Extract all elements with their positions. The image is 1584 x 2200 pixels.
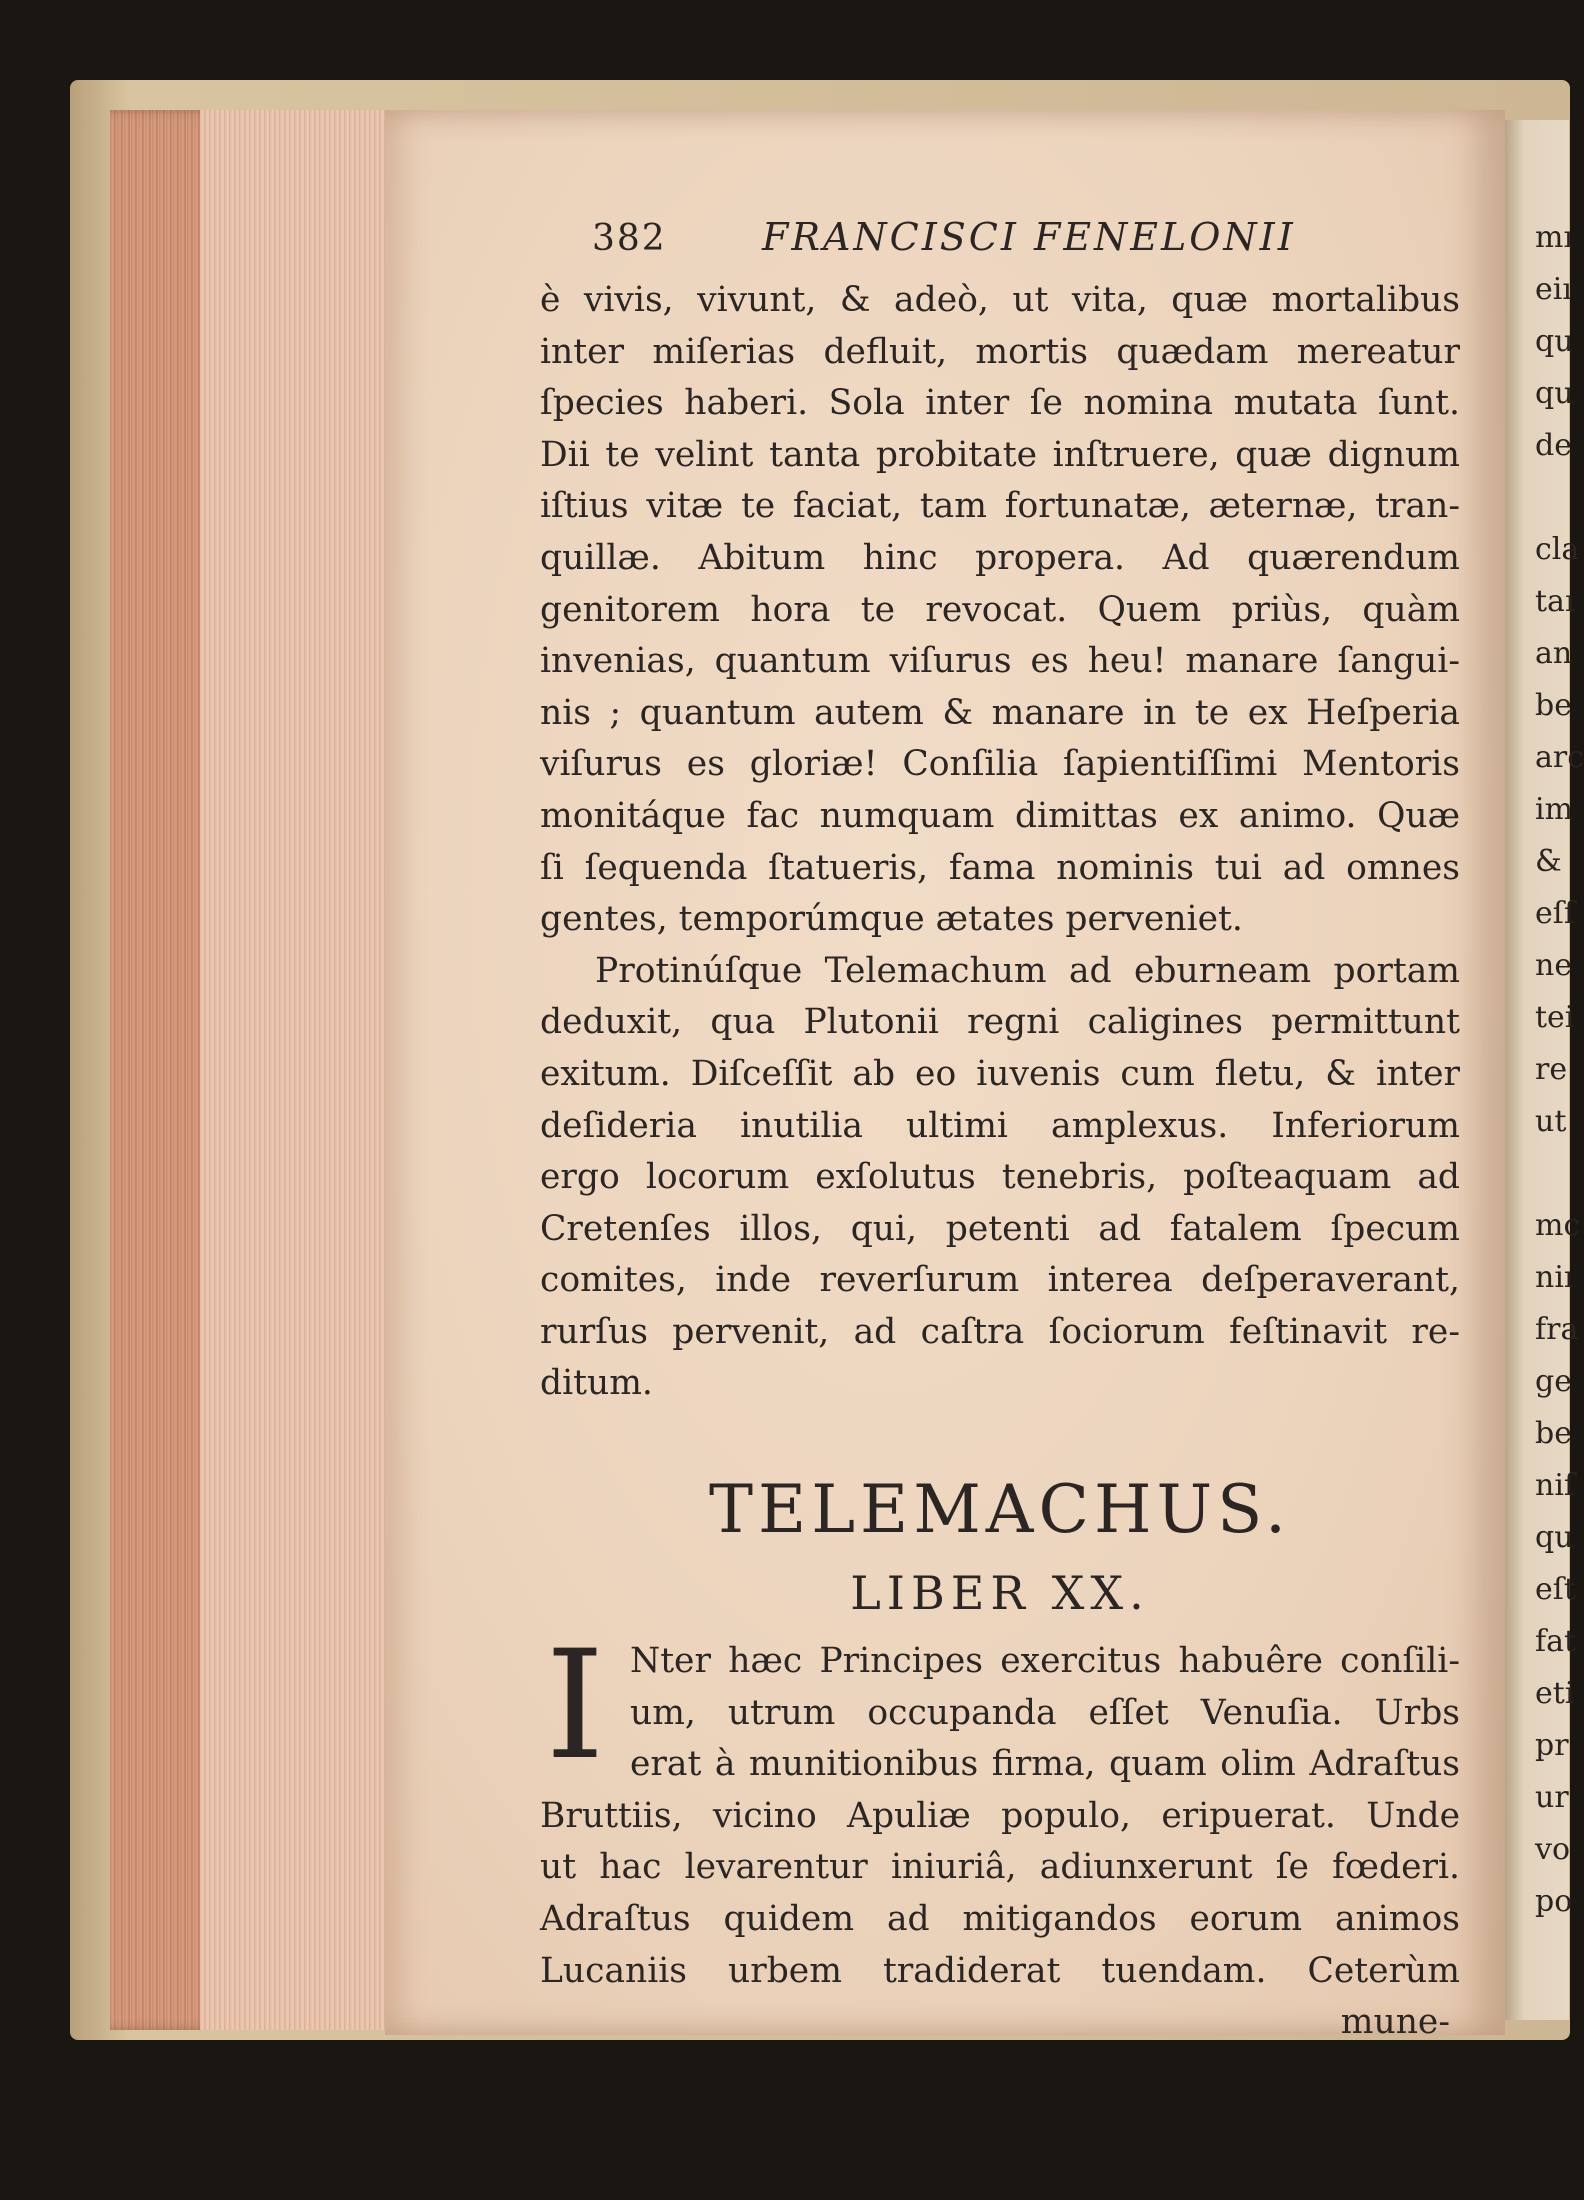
facing-page-fragment: mc — [1535, 1208, 1581, 1243]
text-line: ditum. — [540, 1363, 653, 1404]
text-line: Cretenſes illos, qui, petenti ad fatalem ſpecum — [540, 1208, 1460, 1249]
text-line: comites, inde reverſurum interea deſperaverant, — [540, 1260, 1460, 1301]
text-line: genitorem hora te revocat. Quem priùs, quàm — [540, 589, 1460, 630]
facing-page-fragment: tei — [1535, 1000, 1575, 1035]
facing-page-edge — [1505, 120, 1584, 2020]
facing-page-fragment: ur — [1535, 1780, 1569, 1815]
facing-page-fragment: ge — [1535, 1364, 1572, 1399]
text-line: Nter hæc Principes exercitus habuêre conſili- — [630, 1641, 1460, 1682]
text-line: monitáque fac numquam dimittas ex animo. Quæ — [540, 795, 1460, 836]
text-line: ſpecies haberi. Sola inter ſe nomina mutata ſunt. — [540, 383, 1460, 424]
text-line: gentes, temporúmque ætates perveniet. — [540, 899, 1243, 940]
drop-cap: I — [545, 1619, 605, 1794]
facing-page-fragment: eiı — [1535, 272, 1572, 307]
facing-page-fragment: niſ — [1535, 1468, 1576, 1503]
text-line: quillæ. Abitum hinc propera. Ad quærendum — [540, 537, 1460, 578]
facing-page-fragment: be — [1535, 688, 1572, 723]
facing-page-fragment: pr — [1535, 1728, 1569, 1763]
facing-page-fragment: fra — [1535, 1312, 1579, 1347]
text-line: ut hac levarentur iniuriâ, adiunxerunt ſe fœderi. — [540, 1847, 1460, 1888]
text-line: Bruttiis, vicino Apuliæ populo, eripuerat. Unde — [540, 1795, 1460, 1836]
text-line: viſurus es gloriæ! Conſilia ſapientiſſimi Mentoris — [540, 744, 1460, 785]
facing-page-fragment: im — [1535, 792, 1574, 827]
facing-page-fragment: fat — [1535, 1624, 1577, 1659]
facing-page-fragments — [1505, 120, 1584, 1928]
facing-page-fragment: taı — [1535, 584, 1575, 619]
running-title: FRANCISCI FENELONII — [762, 215, 1296, 259]
facing-page-fragment: an — [1535, 636, 1573, 671]
text-line: exitum. Diſceſſit ab eo iuvenis cum fletu, & inter — [540, 1053, 1460, 1094]
facing-page-fragment: re — [1535, 1052, 1568, 1087]
book-heading — [540, 1470, 1460, 1628]
facing-page-fragment: niı — [1535, 1260, 1574, 1295]
facing-page-fragment: qu — [1535, 1520, 1574, 1555]
facing-page-fragment: & — [1535, 844, 1562, 879]
text-line: è vivis, vivunt, & adeò, ut vita, quæ mortalibus — [540, 280, 1460, 320]
running-head — [540, 215, 1460, 275]
text-line: Adraſtus quidem ad mitigandos eorum animos — [540, 1899, 1460, 1940]
facing-page-fragment: qu — [1535, 376, 1574, 411]
facing-page-fragment: qu — [1535, 324, 1574, 359]
page-number: 382 — [592, 218, 667, 259]
facing-page-fragment: eti — [1535, 1676, 1575, 1711]
paragraph-1 — [540, 275, 1460, 946]
text-line: ergo locorum exſolutus tenebris, poſteaquam ad — [540, 1157, 1460, 1198]
text-line: Lucaniis urbem tradiderat tuendam. Ceterùm — [540, 1950, 1460, 1991]
text-line: erat à munitionibus firma, quam olim Adraſtus — [630, 1744, 1460, 1785]
text-line: um, utrum occupanda eſſet Venuſia. Urbs — [630, 1692, 1460, 1733]
facing-page-fragment: mı — [1535, 220, 1574, 255]
page-text — [540, 215, 1460, 2049]
facing-page-fragment: de — [1535, 428, 1572, 463]
book-subtitle: LIBER XX. — [850, 1566, 1150, 1621]
facing-page-fragment: po — [1535, 1884, 1573, 1919]
book-title: TELEMACHUS. — [709, 1471, 1291, 1549]
facing-page-fragment: arc — [1535, 740, 1584, 775]
text-line: rurſus pervenit, ad caſtra ſociorum feſtinavit re- — [540, 1311, 1460, 1352]
text-line: nis ; quantum autem & manare in te ex Heſperia — [540, 692, 1460, 733]
paragraph-3 — [540, 1619, 1460, 1997]
opening-paragraph — [540, 1619, 1460, 1997]
text-line: ſi ſequenda ſtatueris, fama nominis tui ad omnes — [540, 847, 1460, 888]
facing-page-fragment: ut — [1535, 1104, 1567, 1139]
text-line: deduxit, qua Plutonii regni caligines permittunt — [540, 1002, 1460, 1043]
text-line: Protinúſque Telemachum ad eburneam portam — [595, 950, 1460, 991]
facing-page-fragment — [1505, 1148, 1569, 1200]
facing-page-fragment: be — [1535, 1416, 1572, 1451]
facing-page-fragment: vo — [1535, 1832, 1571, 1867]
facing-page-fragment — [1505, 472, 1569, 524]
text-line: iſtius vitæ te faciat, tam fortunatæ, æternæ, tran- — [540, 486, 1460, 527]
catchword: mune- — [1340, 2002, 1450, 2043]
page-edges-inner — [200, 110, 390, 2030]
text-line: inter miſerias defluit, mortis quædam mereatur — [540, 331, 1460, 372]
facing-page-fragment: eſt — [1535, 1572, 1576, 1607]
facing-page-fragment: cla — [1535, 532, 1580, 567]
facing-page-fragment: eſſ — [1535, 896, 1575, 931]
text-line: deſideria inutilia ultimi amplexus. Inferiorum — [540, 1105, 1460, 1146]
text-line: invenias, quantum viſurus es heu! manare ſangui- — [540, 641, 1460, 682]
paragraph-2 — [540, 946, 1460, 1410]
text-line: Dii te velint tanta probitate inſtruere, quæ dignum — [540, 434, 1460, 475]
facing-page-fragment: ne — [1535, 948, 1573, 983]
